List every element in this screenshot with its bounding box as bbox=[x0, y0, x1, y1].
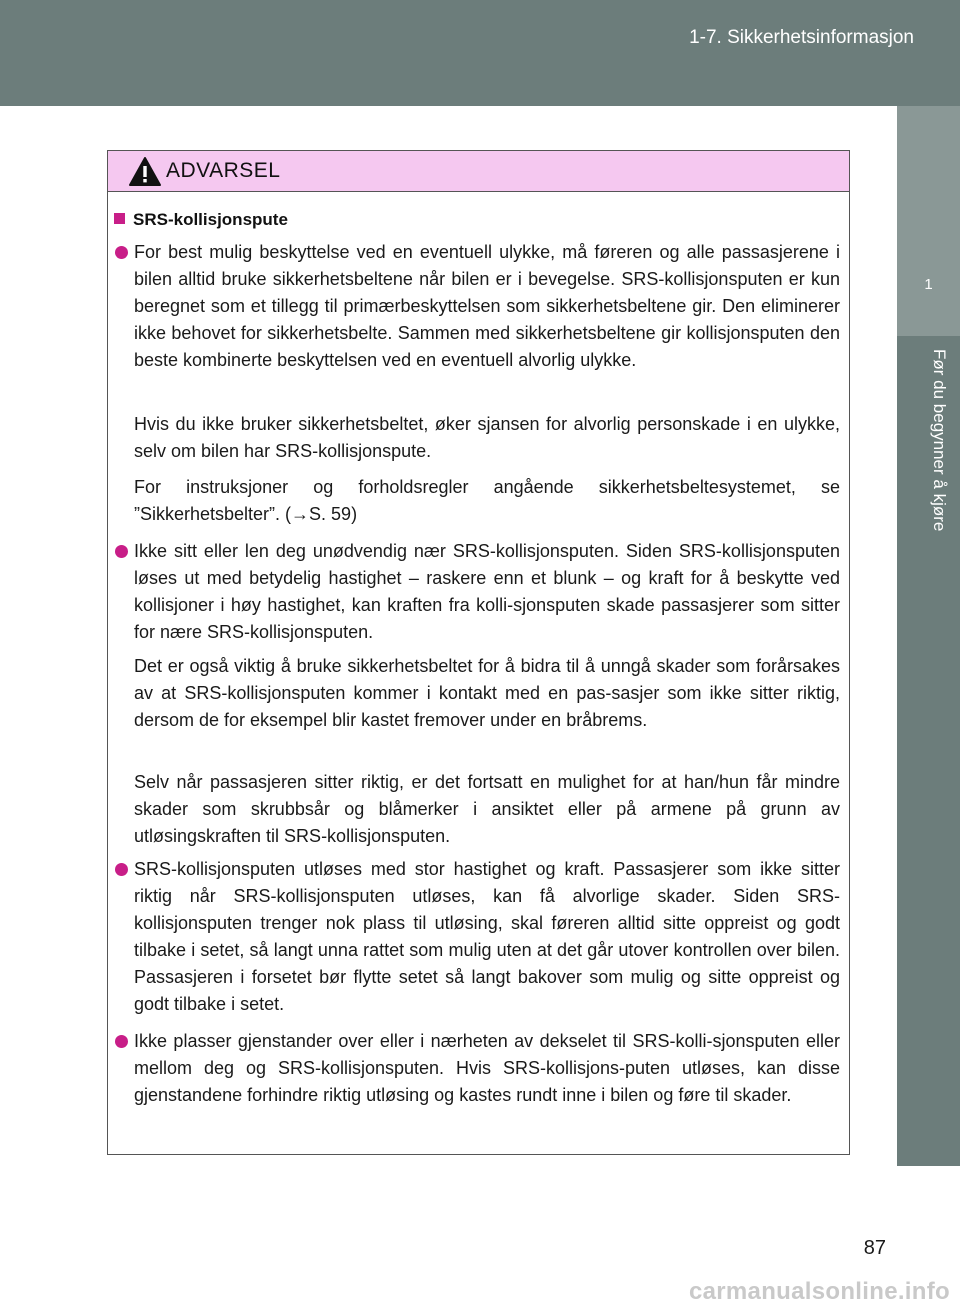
square-bullet-icon bbox=[114, 213, 125, 224]
paragraph bbox=[134, 474, 840, 528]
round-bullet-icon bbox=[115, 1035, 128, 1048]
paragraph bbox=[134, 653, 840, 734]
warning-triangle-icon bbox=[128, 156, 162, 188]
paragraph-text: For best mulig beskyttelse ved en eventuell ulykke, må føreren og alle passasjerene i bilen alltid bruke sikkerhetsbeltene når bilen er i bevegelse. SRS-kollisjonsputen er kun beregnet som et tillegg til primærbeskyttelsen som sikkerhetsbeltene gir. Den eliminerer ikke behovet for sikkerhetsbelte. Sammen med sikkerhetsbeltene gir kollisjonsputen den beste kombinerte beskyttelsen ved en eventuell alvorlig ulykke. bbox=[134, 242, 840, 370]
subheading-text: SRS-kollisjonspute bbox=[133, 210, 288, 229]
subheading bbox=[114, 210, 288, 230]
warning-title: ADVARSEL bbox=[166, 159, 281, 182]
paragraph-text: Det er også viktig å bruke sikkerhetsbeltet for å bidra til å unngå skader som forårsakes av at SRS-kollisjonsputen kommer i kontakt med en pas-sasjer som ikke sitter riktig, dersom de for eksempel blir kastet fremover under en bråbrems. bbox=[134, 656, 840, 730]
paragraph bbox=[134, 1028, 840, 1109]
paragraph-text: Ikke plasser gjenstander over eller i nærheten av dekselet til SRS-kolli-sjonsputen eller mellom deg og SRS-kollisjonsputen. Hvis SRS-kollisjons-puten utløses, kan disse gjenstandene forhindre riktig utløsing og kastes rundt inne i bilen og føre til skader. bbox=[134, 1031, 840, 1105]
paragraph-text: SRS-kollisjonsputen utløses med stor hastighet og kraft. Passasjerer som ikke sitter riktig når SRS-kollisjonsputen utløses, kan få alvorlige skader. Siden SRS-kollisjonsputen trenger nok plass til utløsing, skal føreren alltid sitte oppreist og godt tilbake i setet, så langt unna rattet som mulig uten at det går utover kontrollen over bilen. Passasjeren i forsetet bør flytte setet så langt bakover som mulig og sitte oppreist og godt tilbake i setet. bbox=[134, 859, 840, 1014]
paragraph bbox=[134, 239, 840, 374]
section-title: 1-7. Sikkerhetsinformasjon bbox=[689, 27, 914, 48]
warning-box bbox=[107, 150, 850, 1155]
chapter-number: 1 bbox=[924, 276, 933, 293]
paragraph-text: For instruksjoner og forholdsregler angående sikkerhetsbeltesystemet, se ”Sikkerhetsbelter”. (→S. 59) bbox=[134, 477, 840, 524]
paragraph-text: Ikke sitt eller len deg unødvendig nær SRS-kollisjonsputen. Siden SRS-kollisjonsputen løses ut med betydelig hastighet – raskere enn et blunk – og kraft for å beskytte ved kollisjoner i høy hastighet, kan kraften fra kolli-sjonsputen skade passasjerer som sitter for nære SRS-kollisjonsputen. bbox=[134, 541, 840, 642]
paragraph bbox=[134, 411, 840, 465]
watermark: carmanualsonline.info bbox=[688, 1278, 950, 1305]
page-number: 87 bbox=[863, 1237, 886, 1259]
round-bullet-icon bbox=[115, 246, 128, 259]
paragraph-text: Hvis du ikke bruker sikkerhetsbeltet, øker sjansen for alvorlig personskade i en ulykke, selv om bilen har SRS-kollisjonspute. bbox=[134, 414, 840, 461]
round-bullet-icon bbox=[115, 545, 128, 558]
chapter-side-tab bbox=[897, 106, 960, 1166]
paragraph bbox=[134, 538, 840, 646]
paragraph-text: Selv når passasjeren sitter riktig, er det fortsatt en mulighet for at han/hun får mindre skader som skrubbsår og blåmerker i ansiktet eller på armene på grunn av utløsingskraften til SRS-kollisjonsputen. bbox=[134, 772, 840, 846]
chapter-number-box bbox=[897, 106, 960, 336]
warning-header bbox=[108, 151, 849, 192]
header-band bbox=[0, 0, 960, 106]
chapter-title: Før du begynner å kjøre bbox=[930, 349, 949, 532]
paragraph bbox=[134, 769, 840, 850]
paragraph bbox=[134, 856, 840, 1018]
round-bullet-icon bbox=[115, 863, 128, 876]
